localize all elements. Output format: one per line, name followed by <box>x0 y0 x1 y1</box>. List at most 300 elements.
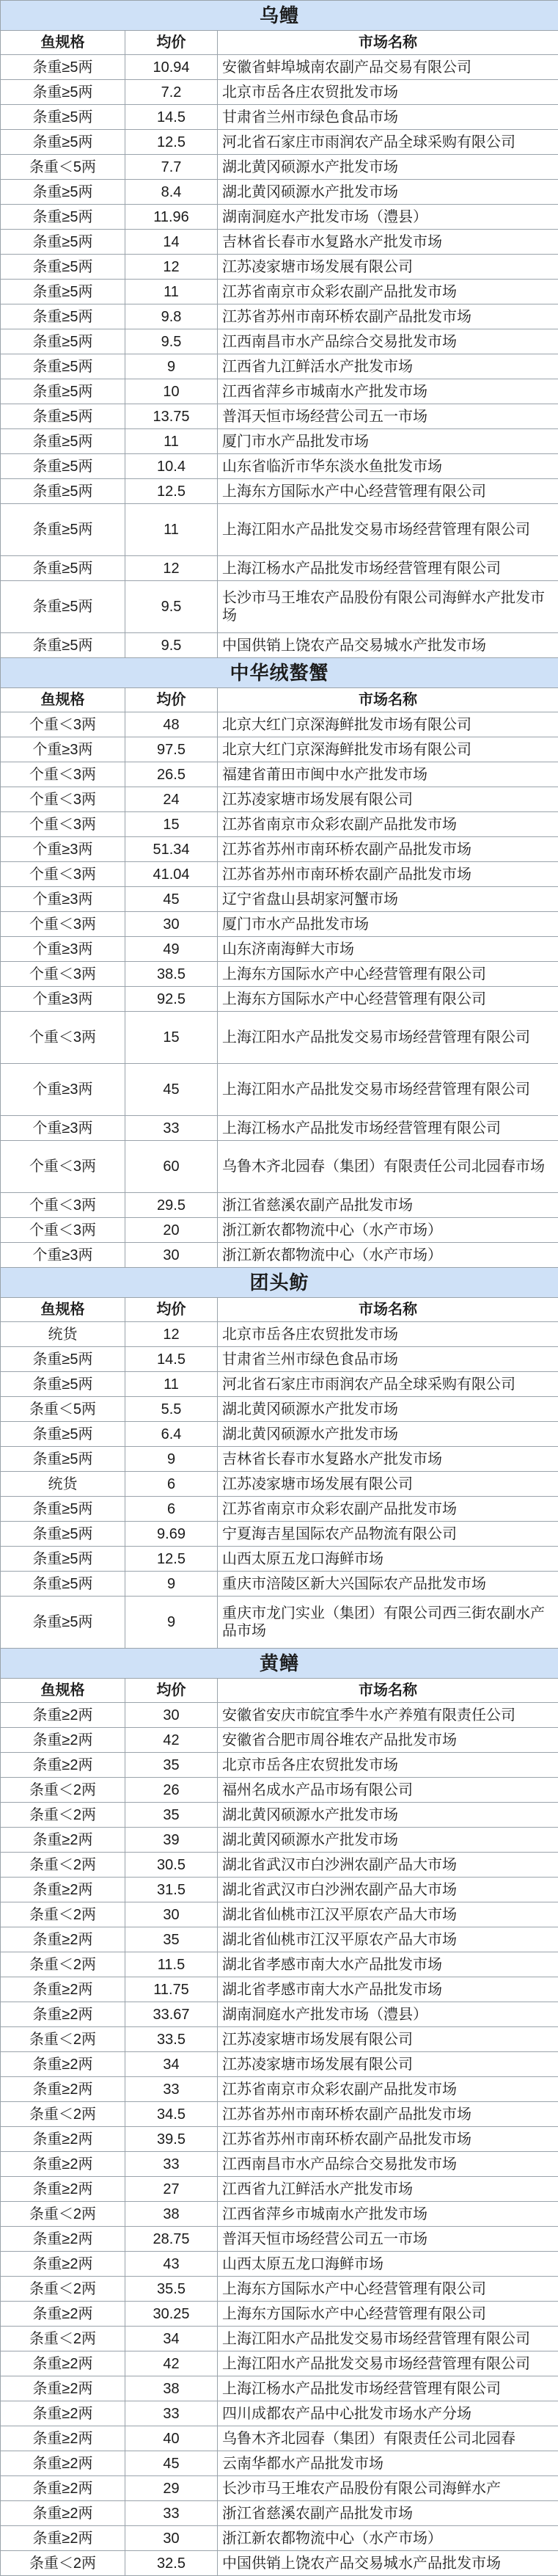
column-header-market: 市场名称 <box>218 1298 558 1322</box>
market-cell: 长沙市马王堆农产品股份有限公司海鲜水产批发市场 <box>218 581 558 633</box>
table-row <box>1 55 558 80</box>
spec-cell: 个重≥3两 <box>1 737 125 762</box>
market-cell: 江苏省苏州市南环桥农副产品批发市场 <box>218 837 558 862</box>
table-row <box>1 1778 558 1803</box>
spec-cell: 条重＜2两 <box>1 1803 125 1828</box>
market-cell: 普洱天恒市场经营公司五一市场 <box>218 2227 558 2252</box>
column-header-price: 均价 <box>125 688 218 712</box>
spec-cell: 条重≥2两 <box>1 2426 125 2451</box>
spec-cell: 条重≥5两 <box>1 1522 125 1547</box>
market-cell: 湖北省武汉市白沙洲农副产品大市场 <box>218 1878 558 1902</box>
column-header-spec: 鱼规格 <box>1 1679 125 1703</box>
market-cell: 湖南洞庭水产批发市场（澧县） <box>218 205 558 230</box>
table-row <box>1 2401 558 2426</box>
table-row <box>1 304 558 329</box>
market-cell: 江苏省苏州市南环桥农副产品批发市场 <box>218 2102 558 2127</box>
price-cell: 45 <box>125 2451 218 2476</box>
price-cell: 15 <box>125 1012 218 1064</box>
price-cell: 33.5 <box>125 2027 218 2052</box>
column-header-spec: 鱼规格 <box>1 688 125 712</box>
market-cell: 上海江阳水产品批发交易市场经营管理有限公司 <box>218 1012 558 1064</box>
section-title-row <box>1 1649 558 1679</box>
market-cell: 江苏省苏州市南环桥农副产品批发市场 <box>218 304 558 329</box>
spec-cell: 条重≥5两 <box>1 255 125 280</box>
market-cell: 湖南洞庭水产批发市场（澧县） <box>218 2002 558 2027</box>
table-row <box>1 2501 558 2526</box>
market-cell: 江西省萍乡市城南水产批发市场 <box>218 2202 558 2227</box>
market-cell: 北京大红门京深海鲜批发市场有限公司 <box>218 712 558 737</box>
price-cell: 35 <box>125 1927 218 1952</box>
spec-cell: 条重≥2两 <box>1 2227 125 2252</box>
price-cell: 32.5 <box>125 2551 218 2576</box>
price-cell: 31.5 <box>125 1878 218 1902</box>
spec-cell: 条重≥2两 <box>1 2526 125 2551</box>
table-row <box>1 404 558 429</box>
spec-cell: 条重＜2两 <box>1 2327 125 2351</box>
market-cell: 浙江省慈溪农副产品批发市场 <box>218 2501 558 2526</box>
column-header-spec: 鱼规格 <box>1 1298 125 1322</box>
market-cell: 乌鲁木齐北园春（集团）有限责任公司北园春市场 <box>218 1141 558 1193</box>
market-cell: 江苏省南京市众彩农副产品批发市场 <box>218 280 558 304</box>
spec-cell: 条重≥2两 <box>1 2501 125 2526</box>
market-cell: 北京市岳各庄农贸批发市场 <box>218 80 558 105</box>
price-cell: 5.5 <box>125 1397 218 1422</box>
table-row <box>1 155 558 180</box>
spec-cell: 条重≥5两 <box>1 556 125 581</box>
spec-cell: 条重≥5两 <box>1 1497 125 1522</box>
spec-cell: 条重＜2两 <box>1 2277 125 2302</box>
table-row <box>1 633 558 658</box>
price-cell: 9 <box>125 1597 218 1649</box>
table-row <box>1 862 558 887</box>
spec-cell: 统货 <box>1 1472 125 1497</box>
price-cell: 20 <box>125 1218 218 1243</box>
price-cell: 11 <box>125 280 218 304</box>
market-cell: 江苏省南京市众彩农副产品批发市场 <box>218 2077 558 2102</box>
market-cell: 北京大红门京深海鲜批发市场有限公司 <box>218 737 558 762</box>
market-cell: 上海江阳水产品批发交易市场经营管理有限公司 <box>218 2351 558 2376</box>
table-row <box>1 2027 558 2052</box>
spec-cell: 条重≥5两 <box>1 479 125 504</box>
table-row <box>1 2351 558 2376</box>
spec-cell: 条重＜2两 <box>1 1902 125 1927</box>
spec-cell: 条重≥5两 <box>1 304 125 329</box>
spec-cell: 条重≥5两 <box>1 230 125 255</box>
spec-cell: 条重≥2两 <box>1 2077 125 2102</box>
price-cell: 38 <box>125 2376 218 2401</box>
spec-cell: 条重≥2两 <box>1 2152 125 2177</box>
column-header-spec: 鱼规格 <box>1 31 125 55</box>
market-cell: 湖北省孝感市南大水产品批发市场 <box>218 1977 558 2002</box>
table-row <box>1 1322 558 1347</box>
price-cell: 7.2 <box>125 80 218 105</box>
market-cell: 宁夏海吉星国际农产品物流有限公司 <box>218 1522 558 1547</box>
spec-cell: 个重＜3两 <box>1 1141 125 1193</box>
price-cell: 30.5 <box>125 1853 218 1878</box>
market-cell: 浙江新农都物流中心（水产市场） <box>218 2526 558 2551</box>
spec-cell: 条重≥5两 <box>1 1547 125 1572</box>
price-cell: 34 <box>125 2327 218 2351</box>
spec-cell: 条重≥2两 <box>1 2002 125 2027</box>
table-row <box>1 379 558 404</box>
market-cell: 江苏凌家塘市场发展有限公司 <box>218 2027 558 2052</box>
price-cell: 11.5 <box>125 1952 218 1977</box>
price-cell: 12.5 <box>125 1547 218 1572</box>
spec-cell: 条重≥5两 <box>1 1597 125 1649</box>
spec-cell: 条重≥2两 <box>1 2252 125 2277</box>
price-cell: 29 <box>125 2476 218 2501</box>
table-row <box>1 1828 558 1853</box>
column-header-price: 均价 <box>125 1298 218 1322</box>
market-cell: 上海东方国际水产中心经营管理有限公司 <box>218 987 558 1012</box>
market-cell: 厦门市水产品批发市场 <box>218 912 558 937</box>
table-row <box>1 1977 558 2002</box>
spec-cell: 条重＜2两 <box>1 1778 125 1803</box>
spec-cell: 个重＜3两 <box>1 1218 125 1243</box>
price-cell: 38 <box>125 2202 218 2227</box>
market-cell: 江苏省苏州市南环桥农副产品批发市场 <box>218 862 558 887</box>
market-cell: 上海江杨水产品批发市场经营管理有限公司 <box>218 556 558 581</box>
table-row <box>1 2252 558 2277</box>
spec-cell: 个重≥3两 <box>1 937 125 962</box>
price-cell: 30.25 <box>125 2302 218 2327</box>
price-cell: 9.5 <box>125 633 218 658</box>
spec-cell: 个重≥3两 <box>1 887 125 912</box>
price-cell: 11 <box>125 504 218 556</box>
table-row <box>1 1447 558 1472</box>
price-cell: 33 <box>125 2077 218 2102</box>
table-row <box>1 2052 558 2077</box>
spec-cell: 条重≥2两 <box>1 1753 125 1778</box>
table-row <box>1 2551 558 2576</box>
spec-cell: 个重≥3两 <box>1 1243 125 1268</box>
market-cell: 中国供销上饶农产品交易城水产批发市场 <box>218 633 558 658</box>
price-cell: 11 <box>125 1372 218 1397</box>
table-row <box>1 1372 558 1397</box>
column-header-price: 均价 <box>125 31 218 55</box>
spec-cell: 条重＜2两 <box>1 2551 125 2576</box>
table-row <box>1 2451 558 2476</box>
price-cell: 9.8 <box>125 304 218 329</box>
table-row <box>1 130 558 155</box>
column-header-market: 市场名称 <box>218 31 558 55</box>
market-cell: 厦门市水产品批发市场 <box>218 429 558 454</box>
price-cell: 14.5 <box>125 105 218 130</box>
market-cell: 上海东方国际水产中心经营管理有限公司 <box>218 2277 558 2302</box>
spec-cell: 条重≥2两 <box>1 1828 125 1853</box>
market-cell: 上海东方国际水产中心经营管理有限公司 <box>218 479 558 504</box>
table-row <box>1 1927 558 1952</box>
market-cell: 重庆市龙门实业（集团）有限公司西三街农副水产品市场 <box>218 1597 558 1649</box>
market-cell: 长沙市马王堆农产品股份有限公司海鲜水产 <box>218 2476 558 2501</box>
market-cell: 北京市岳各庄农贸批发市场 <box>218 1753 558 1778</box>
market-cell: 湖北黄冈硕源水产批发市场 <box>218 1397 558 1422</box>
market-cell: 福州名成水产品市场有限公司 <box>218 1778 558 1803</box>
market-cell: 甘肃省兰州市绿色食品市场 <box>218 1347 558 1372</box>
price-cell: 6 <box>125 1497 218 1522</box>
market-cell: 甘肃省兰州市绿色食品市场 <box>218 105 558 130</box>
spec-cell: 条重≥2两 <box>1 2127 125 2152</box>
spec-cell: 个重≥3两 <box>1 987 125 1012</box>
price-cell: 33.67 <box>125 2002 218 2027</box>
table-row <box>1 1064 558 1116</box>
table-row <box>1 962 558 987</box>
price-cell: 9 <box>125 1572 218 1597</box>
spec-cell: 条重＜2两 <box>1 2027 125 2052</box>
table-row <box>1 1728 558 1753</box>
price-cell: 12 <box>125 1322 218 1347</box>
spec-cell: 条重≥2两 <box>1 2376 125 2401</box>
table-row <box>1 2526 558 2551</box>
spec-cell: 条重≥5两 <box>1 1447 125 1472</box>
table-row <box>1 737 558 762</box>
table-row <box>1 479 558 504</box>
market-cell: 中国供销上饶农产品交易城水产品批发市场 <box>218 2551 558 2576</box>
table-row <box>1 1572 558 1597</box>
spec-cell: 条重≥5两 <box>1 454 125 479</box>
market-cell: 上海江阳水产品批发交易市场经营管理有限公司 <box>218 2327 558 2351</box>
price-cell: 35 <box>125 1803 218 1828</box>
table-row <box>1 2302 558 2327</box>
table-row <box>1 429 558 454</box>
spec-cell: 条重≥5两 <box>1 1347 125 1372</box>
price-cell: 39.5 <box>125 2127 218 2152</box>
spec-cell: 条重＜2两 <box>1 2102 125 2127</box>
market-cell: 浙江新农都物流中心（水产市场） <box>218 1243 558 1268</box>
section-title: 团头鲂 <box>1 1268 558 1298</box>
price-cell: 26 <box>125 1778 218 1803</box>
table-row <box>1 887 558 912</box>
table-row <box>1 1141 558 1193</box>
price-cell: 29.5 <box>125 1193 218 1218</box>
table-row <box>1 1853 558 1878</box>
table-row <box>1 2002 558 2027</box>
table-row <box>1 1397 558 1422</box>
spec-cell: 条重≥5两 <box>1 130 125 155</box>
market-cell: 江苏凌家塘市场发展有限公司 <box>218 787 558 812</box>
price-cell: 33 <box>125 2401 218 2426</box>
market-cell: 上海东方国际水产中心经营管理有限公司 <box>218 962 558 987</box>
price-cell: 9 <box>125 1447 218 1472</box>
table-row <box>1 1422 558 1447</box>
price-cell: 48 <box>125 712 218 737</box>
table-row <box>1 1472 558 1497</box>
table-row <box>1 1803 558 1828</box>
market-cell: 北京市岳各庄农贸批发市场 <box>218 1322 558 1347</box>
spec-cell: 条重≥5两 <box>1 633 125 658</box>
price-cell: 7.7 <box>125 155 218 180</box>
spec-cell: 个重≥3两 <box>1 1116 125 1141</box>
price-cell: 14.5 <box>125 1347 218 1372</box>
price-cell: 9 <box>125 354 218 379</box>
price-cell: 45 <box>125 887 218 912</box>
price-cell: 8.4 <box>125 180 218 205</box>
table-row <box>1 105 558 130</box>
table-row <box>1 354 558 379</box>
market-cell: 湖北省仙桃市江汉平原农产品大市场 <box>218 1902 558 1927</box>
price-cell: 42 <box>125 2351 218 2376</box>
price-cell: 12 <box>125 556 218 581</box>
table-row <box>1 1547 558 1572</box>
price-cell: 9.69 <box>125 1522 218 1547</box>
market-cell: 江苏省南京市众彩农副产品批发市场 <box>218 812 558 837</box>
price-cell: 9.5 <box>125 581 218 633</box>
market-cell: 山东省临沂市华东淡水鱼批发市场 <box>218 454 558 479</box>
price-cell: 9.5 <box>125 329 218 354</box>
spec-cell: 条重≥2两 <box>1 2476 125 2501</box>
price-cell: 34.5 <box>125 2102 218 2127</box>
table-row <box>1 1902 558 1927</box>
market-cell: 山西太原五龙口海鲜市场 <box>218 1547 558 1572</box>
market-cell: 江西省九江鲜活水产批发市场 <box>218 2177 558 2202</box>
spec-cell: 条重≥5两 <box>1 80 125 105</box>
price-cell: 15 <box>125 812 218 837</box>
table-row <box>1 2202 558 2227</box>
column-header-row <box>1 1298 558 1322</box>
spec-cell: 个重≥3两 <box>1 837 125 862</box>
table-row <box>1 504 558 556</box>
price-cell: 97.5 <box>125 737 218 762</box>
price-cell: 33 <box>125 1116 218 1141</box>
table-row <box>1 1952 558 1977</box>
price-cell: 10.94 <box>125 55 218 80</box>
price-cell: 12 <box>125 255 218 280</box>
spec-cell: 条重≥5两 <box>1 404 125 429</box>
table-row <box>1 230 558 255</box>
price-cell: 6.4 <box>125 1422 218 1447</box>
spec-cell: 个重＜3两 <box>1 712 125 737</box>
spec-cell: 条重≥5两 <box>1 180 125 205</box>
table-row <box>1 1218 558 1243</box>
price-cell: 34 <box>125 2052 218 2077</box>
spec-cell: 条重≥2两 <box>1 1927 125 1952</box>
table-row <box>1 1347 558 1372</box>
price-cell: 30 <box>125 2526 218 2551</box>
table-row <box>1 80 558 105</box>
spec-cell: 条重≥2两 <box>1 1977 125 2002</box>
table-row <box>1 812 558 837</box>
market-cell: 安徽省合肥市周谷堆农产品批发市场 <box>218 1728 558 1753</box>
price-cell: 27 <box>125 2177 218 2202</box>
market-cell: 湖北省武汉市白沙洲农副产品大市场 <box>218 1853 558 1878</box>
price-cell: 12.5 <box>125 479 218 504</box>
table-row <box>1 1522 558 1547</box>
price-cell: 41.04 <box>125 862 218 887</box>
price-cell: 12.5 <box>125 130 218 155</box>
spec-cell: 条重≥5两 <box>1 329 125 354</box>
price-cell: 24 <box>125 787 218 812</box>
column-header-market: 市场名称 <box>218 1679 558 1703</box>
market-cell: 湖北黄冈硕源水产批发市场 <box>218 1803 558 1828</box>
spec-cell: 条重≥5两 <box>1 581 125 633</box>
table-row <box>1 2177 558 2202</box>
price-cell: 28.75 <box>125 2227 218 2252</box>
price-cell: 30 <box>125 912 218 937</box>
market-cell: 湖北省仙桃市江汉平原农产品大市场 <box>218 1927 558 1952</box>
table-row <box>1 762 558 787</box>
table-row <box>1 2227 558 2252</box>
price-cell: 13.75 <box>125 404 218 429</box>
market-cell: 普洱天恒市场经营公司五一市场 <box>218 404 558 429</box>
price-cell: 10 <box>125 379 218 404</box>
price-cell: 42 <box>125 1728 218 1753</box>
price-cell: 11.75 <box>125 1977 218 2002</box>
market-cell: 福建省莆田市闽中水产批发市场 <box>218 762 558 787</box>
market-cell: 湖北黄冈硕源水产批发市场 <box>218 1828 558 1853</box>
section-title-row <box>1 1268 558 1298</box>
table-row <box>1 2277 558 2302</box>
market-cell: 湖北黄冈硕源水产批发市场 <box>218 180 558 205</box>
table-row <box>1 1193 558 1218</box>
table-row <box>1 987 558 1012</box>
price-cell: 11 <box>125 429 218 454</box>
section-title-row <box>1 1 558 31</box>
price-cell: 43 <box>125 2252 218 2277</box>
column-header-price: 均价 <box>125 1679 218 1703</box>
spec-cell: 条重≥2两 <box>1 1703 125 1728</box>
market-cell: 江苏省苏州市南环桥农副产品批发市场 <box>218 2127 558 2152</box>
market-cell: 江苏省南京市众彩农副产品批发市场 <box>218 1497 558 1522</box>
market-cell: 江西省九江鲜活水产批发市场 <box>218 354 558 379</box>
price-cell: 6 <box>125 1472 218 1497</box>
table-row <box>1 2127 558 2152</box>
spec-cell: 条重≥2两 <box>1 1878 125 1902</box>
price-cell: 92.5 <box>125 987 218 1012</box>
price-cell: 45 <box>125 1064 218 1116</box>
market-cell: 湖北黄冈硕源水产批发市场 <box>218 1422 558 1447</box>
price-cell: 10.4 <box>125 454 218 479</box>
table-row <box>1 255 558 280</box>
column-header-market: 市场名称 <box>218 688 558 712</box>
spec-cell: 条重≥5两 <box>1 379 125 404</box>
price-cell: 30 <box>125 1902 218 1927</box>
spec-cell: 个重＜3两 <box>1 762 125 787</box>
spec-cell: 条重≥5两 <box>1 429 125 454</box>
table-row <box>1 2376 558 2401</box>
spec-cell: 个重＜3两 <box>1 862 125 887</box>
table-row <box>1 280 558 304</box>
market-cell: 上海东方国际水产中心经营管理有限公司 <box>218 2302 558 2327</box>
table-row <box>1 329 558 354</box>
spec-cell: 条重≥5两 <box>1 105 125 130</box>
table-row <box>1 1703 558 1728</box>
market-cell: 浙江省慈溪农副产品批发市场 <box>218 1193 558 1218</box>
table-row <box>1 2327 558 2351</box>
table-row <box>1 2152 558 2177</box>
table-row <box>1 1497 558 1522</box>
price-cell: 35 <box>125 1753 218 1778</box>
section-title: 黄鳝 <box>1 1649 558 1679</box>
spec-cell: 条重≥5两 <box>1 354 125 379</box>
table-row <box>1 787 558 812</box>
price-cell: 51.34 <box>125 837 218 862</box>
market-cell: 上海江杨水产品批发市场经营管理有限公司 <box>218 2376 558 2401</box>
market-cell: 山西太原五龙口海鲜市场 <box>218 2252 558 2277</box>
column-header-row <box>1 1679 558 1703</box>
price-cell: 49 <box>125 937 218 962</box>
table-row <box>1 556 558 581</box>
market-cell: 四川成都农产品中心批发市场水产分场 <box>218 2401 558 2426</box>
spec-cell: 条重＜5两 <box>1 155 125 180</box>
market-cell: 江西南昌市水产品综合交易批发市场 <box>218 2152 558 2177</box>
market-cell: 江西省萍乡市城南水产批发市场 <box>218 379 558 404</box>
market-cell: 乌鲁木齐北园春（集团）有限责任公司北园春 <box>218 2426 558 2451</box>
market-cell: 上海江杨水产品批发市场经营管理有限公司 <box>218 1116 558 1141</box>
table-row <box>1 2077 558 2102</box>
market-cell: 山东济南海鲜大市场 <box>218 937 558 962</box>
spec-cell: 条重≥5两 <box>1 1572 125 1597</box>
spec-cell: 条重≥5两 <box>1 280 125 304</box>
